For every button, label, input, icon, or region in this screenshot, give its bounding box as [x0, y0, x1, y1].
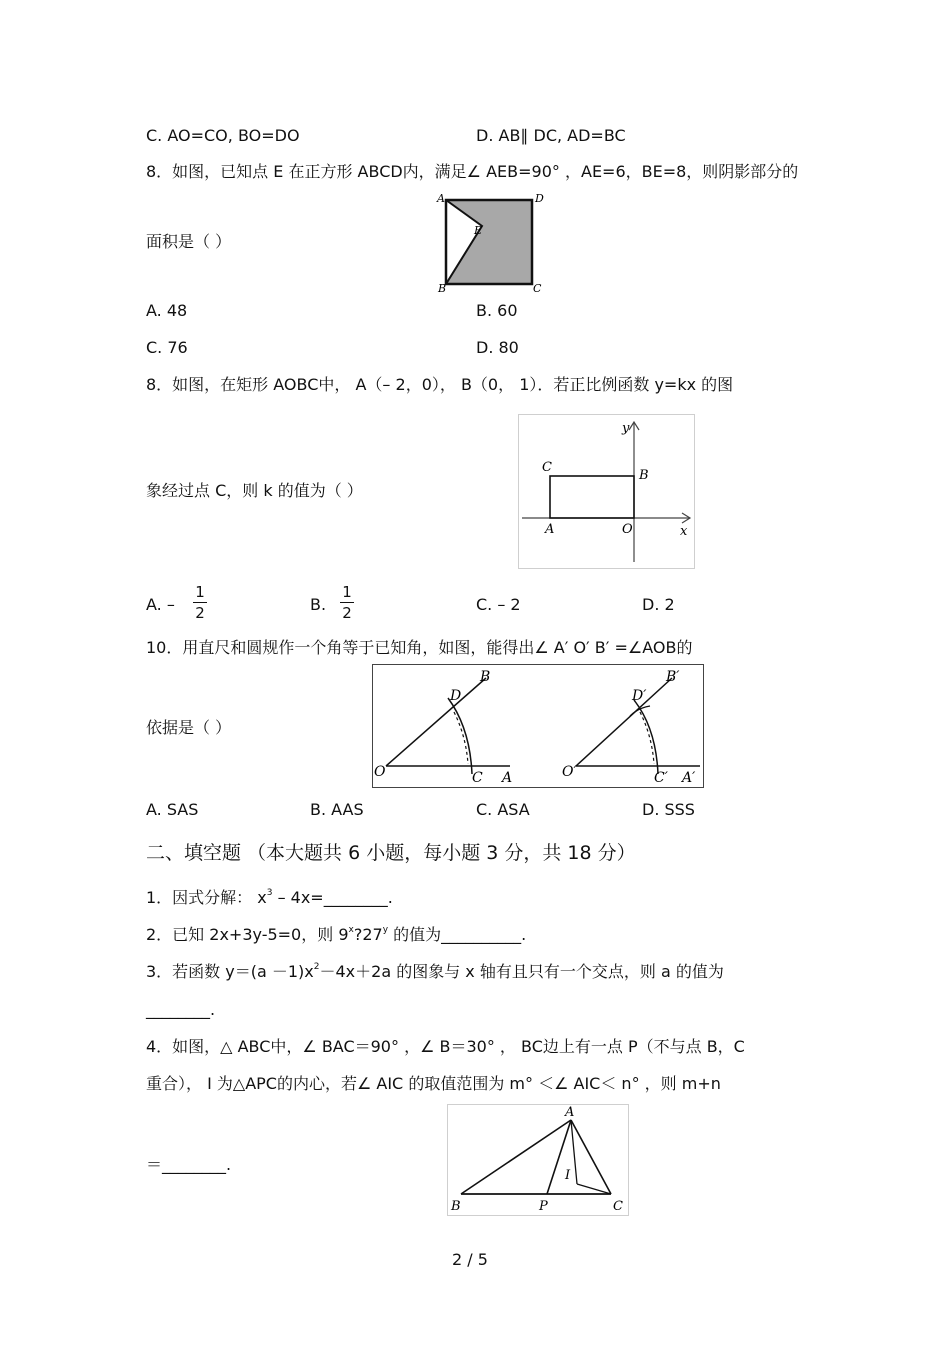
- q10-option-a: A. SAS: [146, 800, 199, 819]
- q8b-option-a-fraction: 1 2: [193, 583, 207, 622]
- q8a-stem: 8．如图，已知点 E 在正方形 ABCD内，满足∠ AEB=90° ，AE=6，BE=8，则阴影部分的: [146, 162, 799, 181]
- label-A: A: [565, 1105, 575, 1120]
- q8a-stem-cont: 面积是（ ）: [146, 232, 232, 251]
- q8b-option-b-fraction: 1 2: [340, 583, 354, 622]
- q10-option-c: C. ASA: [476, 800, 530, 819]
- label-I: I: [565, 1168, 571, 1183]
- label-C: C: [613, 1199, 623, 1214]
- label-A-prime: A′: [682, 770, 696, 786]
- label-A: A: [437, 192, 445, 205]
- fill-q4-line1: 4．如图，△ ABC中，∠ BAC＝90° ，∠ B＝30° ， BC边上有一点 P（不与点 B，C: [146, 1037, 745, 1056]
- label-B: B: [451, 1199, 461, 1214]
- q8b-option-b-prefix: B.: [310, 595, 327, 614]
- fill-q2: 2．已知 2x+3y-5=0，则 9$^x$?27$^y$ 的值为__________.: [146, 925, 527, 944]
- label-y: y: [622, 421, 630, 436]
- q10-stem-cont: 依据是（ ）: [146, 718, 232, 737]
- label-O-prime: O′: [562, 764, 577, 780]
- fill-q4-line3: ＝________.: [146, 1155, 232, 1174]
- label-x: x: [680, 524, 688, 539]
- angle-construction-figure: [372, 664, 704, 788]
- fill-q3-blank: ________.: [146, 1000, 216, 1019]
- label-B: B: [480, 669, 491, 685]
- q10-option-d: D. SSS: [642, 800, 695, 819]
- q10-stem: 10．用直尺和圆规作一个角等于已知角，如图，能得出∠ A′ O′ B′ =∠AOB的: [146, 638, 693, 657]
- triangle-incenter-figure: [447, 1104, 629, 1216]
- label-B: B: [639, 468, 649, 483]
- label-P: P: [539, 1199, 548, 1214]
- label-D: D: [535, 192, 544, 205]
- q8a-option-c: C. 76: [146, 338, 188, 357]
- q8b-stem-cont: 象经过点 C，则 k 的值为（ ）: [146, 481, 363, 500]
- q8b-option-a-prefix: A. –: [146, 595, 175, 614]
- label-C: C: [542, 460, 552, 475]
- fill-q3: 3．若函数 $y=(a -1)x^2-4x+2a$ 的图象与 x 轴有且只有一个交点，则 a 的值为: [146, 962, 724, 981]
- label-O: O: [374, 764, 386, 780]
- rectangle-coordinate-figure: [518, 414, 696, 570]
- q7-option-c: C. AO=CO, BO=DO: [146, 126, 300, 145]
- label-A: A: [545, 522, 555, 537]
- label-A: A: [502, 770, 513, 786]
- q8b-option-c: C. – 2: [476, 595, 521, 614]
- q10-option-b: B. AAS: [310, 800, 364, 819]
- fill-q1: 1．因式分解： $x^3$ – 4x=________.: [146, 888, 393, 907]
- label-B: B: [438, 282, 447, 295]
- label-C-prime: C′: [654, 770, 668, 786]
- q7-option-d: D. AB∥ DC, AD=BC: [476, 126, 626, 145]
- q8a-option-b: B. 60: [476, 301, 518, 320]
- q8a-option-a: A. 48: [146, 301, 188, 320]
- label-D-prime: D′: [632, 688, 647, 704]
- section-title: 二、填空题 （本大题共 6 小题，每小题 3 分，共 18 分）: [146, 842, 636, 864]
- fill-q4-line2: 重合）， I 为△APC的内心，若∠ AIC 的取值范围为 m° ＜∠ AIC＜ n° ，则 m+n: [146, 1074, 721, 1093]
- q8b-option-d: D. 2: [642, 595, 675, 614]
- q8b-stem: 8．如图，在矩形 AOBC中， A（– 2，0）， B（0， 1）．若正比例函数 y=kx 的图: [146, 375, 734, 394]
- label-E: E: [474, 224, 483, 237]
- square-figure: [436, 190, 548, 296]
- label-B-prime: B′: [666, 669, 680, 685]
- page-number: 2 / 5: [452, 1250, 488, 1269]
- label-O: O: [622, 522, 633, 537]
- label-D: D: [450, 688, 462, 704]
- label-C: C: [533, 282, 542, 295]
- q8a-option-d: D. 80: [476, 338, 519, 357]
- label-C: C: [472, 770, 483, 786]
